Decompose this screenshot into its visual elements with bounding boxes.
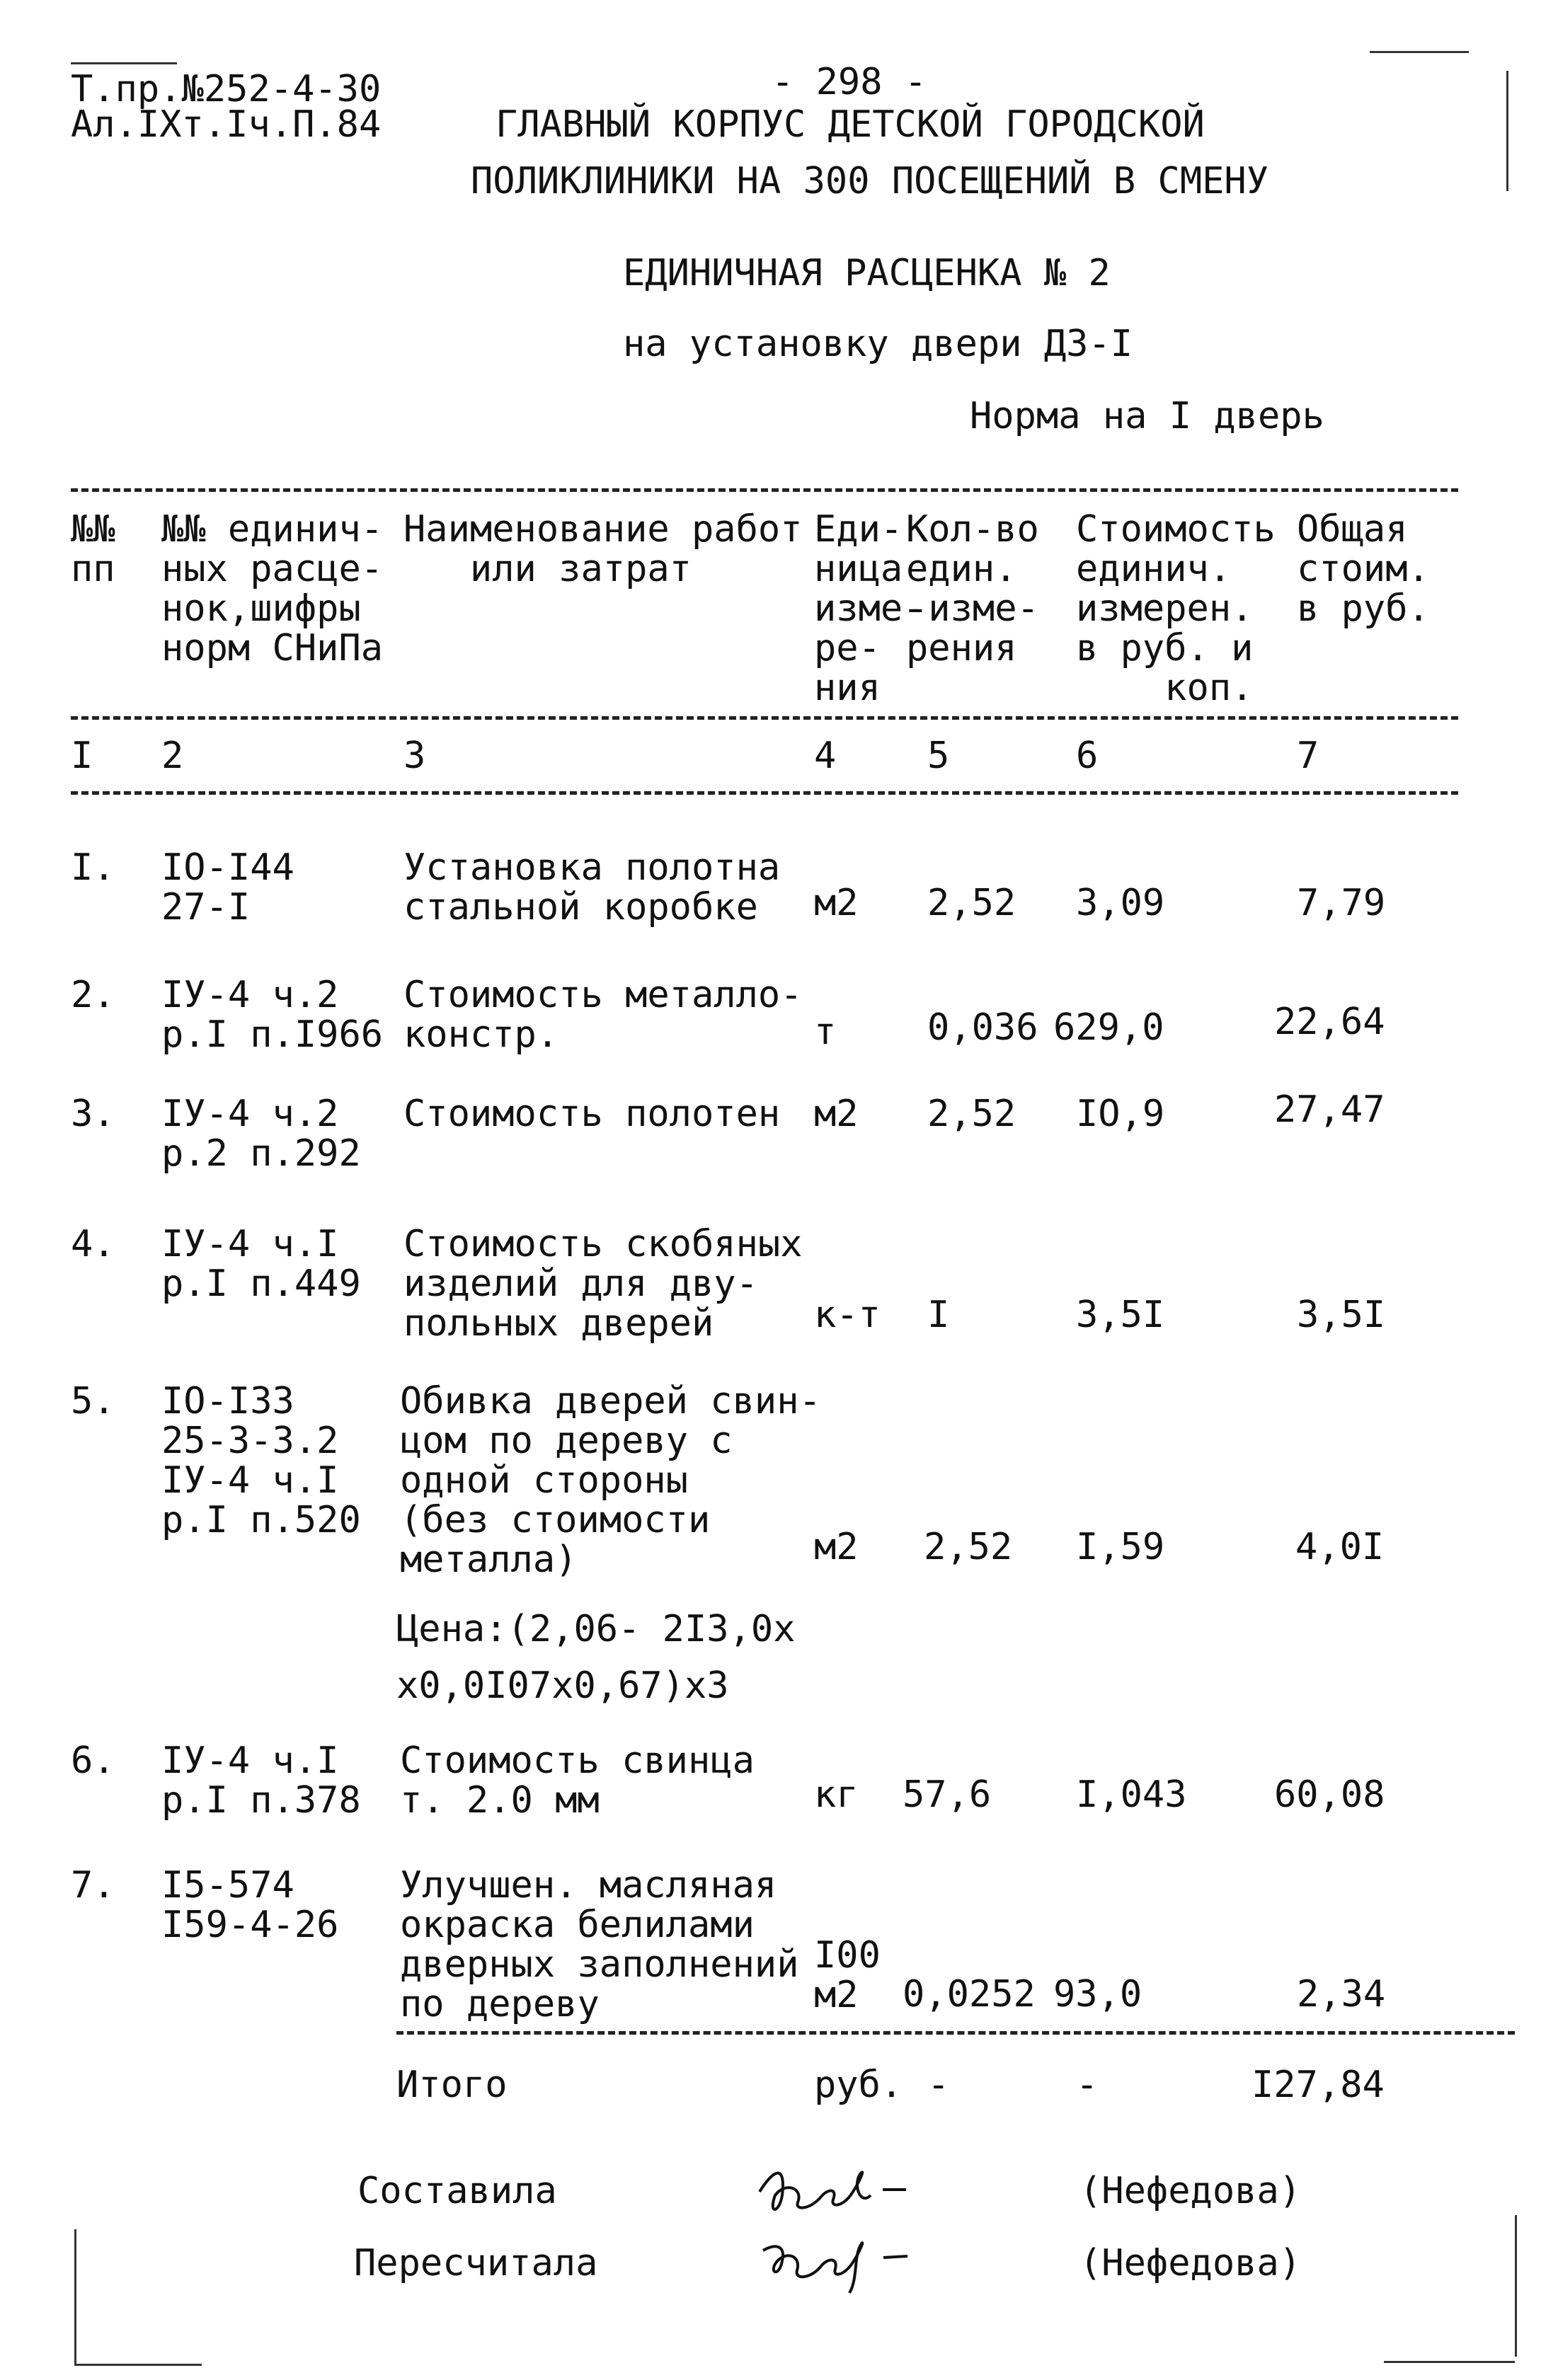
- row-6-number: 6.: [71, 1740, 115, 1782]
- row-4-number: 4.: [71, 1223, 115, 1265]
- handwritten-signature: [757, 2222, 913, 2300]
- row-7-qty: 0,0252: [903, 1973, 1036, 2016]
- column-header-qty: Кол-во един. -изме- рения: [906, 508, 1039, 669]
- row-7-price: 93,0: [1053, 1973, 1142, 2016]
- page-number: - 298 -: [772, 61, 927, 103]
- row-3-price: IO,9: [1076, 1093, 1165, 1135]
- document-heading: ЕДИНИЧНАЯ РАСЦЕНКА № 2: [623, 252, 1111, 294]
- column-number-1: I: [71, 735, 93, 777]
- row-3-qty: 2,52: [927, 1093, 1016, 1135]
- corner-mark-bottom-left: [74, 2364, 202, 2366]
- row-4-price: 3,5I: [1076, 1294, 1165, 1336]
- total-amount: I27,84: [1251, 2064, 1385, 2106]
- signature-name-compiled: (Нефедова): [1079, 2170, 1302, 2212]
- column-header-unit: Еди- ница изме- ре- ния: [814, 508, 925, 709]
- total-label: Итого: [396, 2064, 508, 2106]
- header-bottom-rule: [71, 716, 1458, 720]
- row-6-total: 60,08: [1274, 1773, 1385, 1816]
- row-2-total: 22,64: [1274, 1001, 1385, 1043]
- row-7-total: 2,34: [1297, 1973, 1386, 2016]
- column-numbers-rule: [71, 791, 1458, 795]
- row-6-unit: кг: [814, 1773, 859, 1816]
- total-unit: руб.: [814, 2064, 903, 2106]
- row-1-number: I.: [71, 846, 115, 889]
- column-number-3: 3: [403, 735, 426, 777]
- row-2-name: Стоимость металло- констр.: [403, 974, 803, 1056]
- row-5-total: 4,0I: [1295, 1526, 1385, 1568]
- total-qty: -: [927, 2064, 950, 2106]
- column-number-6: 6: [1076, 735, 1099, 777]
- doc-code-2: Ал.IХт.Iч.П.84: [71, 103, 382, 146]
- handwritten-signature: [754, 2153, 910, 2231]
- column-number-5: 5: [927, 735, 950, 777]
- corner-mark-bottom-right-vertical: [1515, 2215, 1517, 2357]
- row-6-name: Стоимость свинца т. 2.0 мм: [400, 1740, 755, 1822]
- signature-name-recounted: (Нефедова): [1079, 2242, 1302, 2284]
- corner-mark-top-left: [71, 62, 177, 64]
- row-5-code: IO-I33 25-3-3.2 IУ-4 ч.I р.I п.520: [161, 1380, 361, 1541]
- norm-note: Норма на I дверь: [970, 395, 1324, 437]
- document-subheading: на установку двери ДЗ-I: [623, 323, 1133, 365]
- row-2-price: 629,0: [1053, 1006, 1164, 1049]
- row-1-unit: м2: [814, 882, 859, 924]
- row-1-code: IO-I44 27-I: [161, 846, 294, 929]
- row-2-code: IУ-4 ч.2 р.I п.I966: [161, 974, 384, 1056]
- row-5-qty: 2,52: [924, 1526, 1013, 1568]
- row-7-number: 7.: [71, 1864, 115, 1907]
- corner-mark-top-right: [1370, 51, 1469, 53]
- row-6-price: I,043: [1076, 1773, 1187, 1816]
- row-1-price: 3,09: [1076, 882, 1165, 924]
- row-3-code: IУ-4 ч.2 р.2 п.292: [161, 1093, 361, 1175]
- row-6-qty: 57,6: [903, 1773, 992, 1816]
- column-header-num: №№ пп: [71, 508, 115, 590]
- row-7-code: I5-574 I59-4-26: [161, 1864, 339, 1946]
- row-4-unit: к-т: [814, 1294, 881, 1336]
- row-4-name: Стоимость скобяных изделий для дву- польных дверей: [403, 1223, 803, 1345]
- column-header-price: Стоимость единич. измерен. в руб. и коп.: [1076, 508, 1276, 709]
- row-5-number: 5.: [71, 1380, 115, 1422]
- column-number-2: 2: [161, 735, 184, 777]
- row-4-total: 3,5I: [1297, 1294, 1386, 1336]
- row-3-unit: м2: [814, 1093, 859, 1135]
- column-header-code: №№ единич- ных расце- нок,шифры норм СНиПа: [161, 508, 384, 669]
- row-7-name: Улучшен. масляная окраска белилами дверных заполнений по дереву: [400, 1864, 799, 2025]
- row-1-total: 7,79: [1297, 882, 1386, 924]
- corner-mark-bottom-left-vertical: [74, 2229, 76, 2364]
- signature-role-recounted: Пересчитала: [354, 2242, 598, 2284]
- corner-mark-right-vertical: [1506, 71, 1508, 191]
- table-top-rule: [71, 488, 1458, 492]
- row-1-qty: 2,52: [927, 882, 1016, 924]
- row-4-code: IУ-4 ч.I р.I п.449: [161, 1223, 361, 1305]
- corner-mark-bottom-right: [1384, 2361, 1515, 2363]
- row-5-name: Обивка дверей свин- цом по дереву с одной стороны (без стоимости металла): [400, 1380, 821, 1581]
- signature-role-compiled: Составила: [357, 2170, 557, 2212]
- column-number-7: 7: [1297, 735, 1319, 777]
- row-2-qty: 0,036: [927, 1006, 1038, 1049]
- row-5-unit: м2: [814, 1526, 859, 1568]
- row-6-code: IУ-4 ч.I р.I п.378: [161, 1740, 361, 1822]
- row-3-total: 27,47: [1274, 1088, 1385, 1131]
- row-2-unit: т: [814, 1011, 837, 1053]
- doc-code-1: Т.пр.№252-4-30: [71, 68, 382, 110]
- row-7-unit: I00 м2: [814, 1934, 881, 2016]
- total-rule: [396, 2031, 1515, 2035]
- row-2-number: 2.: [71, 974, 115, 1016]
- total-price: -: [1076, 2064, 1099, 2106]
- document-title-line-2: ПОЛИКЛИНИКИ НА 300 ПОСЕЩЕНИЙ В СМЕНУ: [471, 160, 1269, 202]
- row-4-qty: I: [927, 1294, 950, 1336]
- row-3-number: 3.: [71, 1093, 115, 1135]
- column-header-name: Наименование работ или затрат: [403, 508, 803, 590]
- column-header-total: Общая стоим. в руб.: [1297, 508, 1430, 630]
- row-1-name: Установка полотна стальной коробке: [403, 846, 781, 929]
- row-5-price: I,59: [1076, 1526, 1165, 1568]
- column-number-4: 4: [814, 735, 837, 777]
- document-title-line-1: ГЛАВНЫЙ КОРПУС ДЕТСКОЙ ГОРОДСКОЙ: [496, 103, 1205, 146]
- row-3-name: Стоимость полотен: [403, 1093, 781, 1135]
- row-5-price-formula: Цена:(2,06- 2I3,0х х0,0I07х0,67)х3: [396, 1608, 796, 1707]
